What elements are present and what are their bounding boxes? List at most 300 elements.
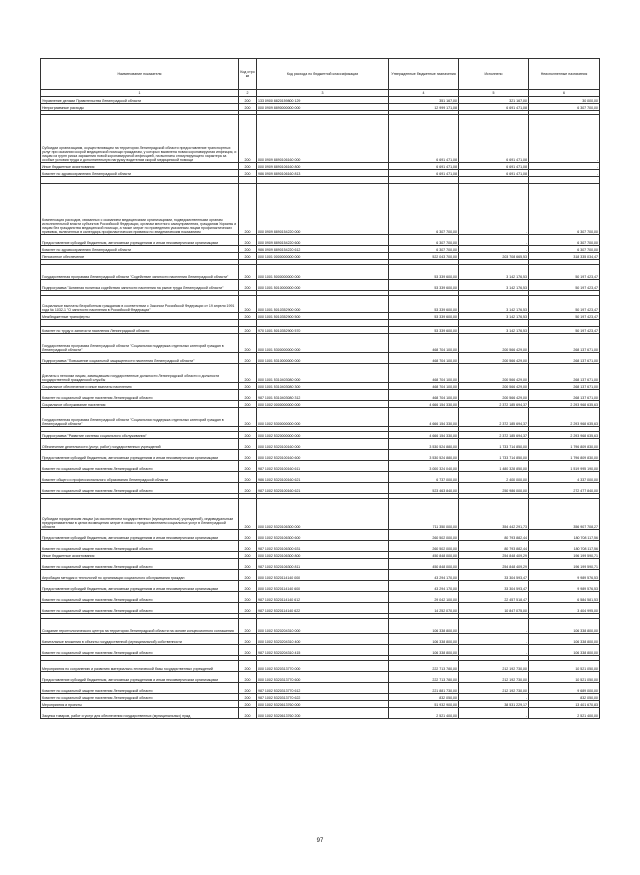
- row-approved-cell: 6 307 700,00: [389, 184, 459, 235]
- row-line-code-cell: 200: [239, 592, 257, 603]
- row-approved-cell: 43 294 170,00: [389, 581, 459, 592]
- table-row: [41, 265, 600, 280]
- row-line-code-cell: 200: [239, 661, 257, 672]
- row-line-code-cell: 200: [239, 97, 257, 104]
- row-classification-code-cell: 000 1002 5320204310 000: [257, 619, 389, 634]
- empty-cell: [257, 177, 389, 184]
- row-line-code-cell: 200: [239, 499, 257, 530]
- table-row: [41, 701, 600, 708]
- column-number: 5: [459, 90, 529, 97]
- row-approved-cell: 53 339 600,00: [389, 296, 459, 313]
- row-executed-cell: 1 733 714 850,00: [459, 439, 529, 450]
- spacer-row: [41, 177, 600, 184]
- row-approved-cell: 3 530 524 880,00: [389, 439, 459, 450]
- row-line-code-cell: 200: [239, 450, 257, 461]
- row-line-code-cell: 200: [239, 383, 257, 390]
- row-line-code-cell: 200: [239, 104, 257, 111]
- row-classification-code-cell: 133 0900 8820159800 129: [257, 97, 389, 104]
- row-unexecuted-cell: 106 338 800,00: [529, 619, 600, 634]
- row-classification-code-cell: 000 1002 5320313770 600: [257, 672, 389, 683]
- row-unexecuted-cell: 1 796 809 830,00: [529, 450, 600, 461]
- row-executed-cell: -: [459, 235, 529, 246]
- row-unexecuted-cell: 6 307 700,00: [529, 104, 600, 111]
- row-name-cell: Иные бюджетные ассигнования: [41, 163, 239, 170]
- row-name-cell: Комитет по социальной защите населения Ленинградской области: [41, 592, 239, 603]
- row-line-code-cell: 200: [239, 683, 257, 694]
- row-unexecuted-cell: 268 137 671,00: [529, 383, 600, 390]
- row-approved-cell: 14 252 070,00: [389, 603, 459, 614]
- row-name-cell: Апробация методик и технологий по организации социального обслуживания граждан: [41, 570, 239, 581]
- row-name-cell: Предоставление субсидий бюджетным, автономным учреждениям и иным некоммерческим организациям: [41, 450, 239, 461]
- table-row: [41, 432, 600, 439]
- row-name-cell: Мероприятия по сохранению и развитию материально-технической базы государственных учреждений: [41, 661, 239, 672]
- row-executed-cell: 212 192 730,00: [459, 672, 529, 683]
- row-classification-code-cell: 987 1002 5320106300 811: [257, 559, 389, 570]
- row-executed-cell: 212 192 730,00: [459, 661, 529, 672]
- empty-cell: [529, 177, 600, 184]
- row-classification-code-cell: 000 0909 8890154220 000: [257, 184, 389, 235]
- table-row: [41, 694, 600, 701]
- row-approved-cell: 468 704 100,00: [389, 364, 459, 383]
- table-row: [41, 390, 600, 401]
- row-name-cell: Обеспечение деятельности (услуг, работ) государственных учреждений: [41, 439, 239, 450]
- row-unexecuted-cell: 50 197 423,47: [529, 313, 600, 320]
- table-row: [41, 184, 600, 235]
- row-line-code-cell: 200: [239, 570, 257, 581]
- table-row: [41, 708, 600, 719]
- table-row: [41, 104, 600, 111]
- row-executed-cell: -: [459, 708, 529, 719]
- row-executed-cell: 200 566 429,00: [459, 390, 529, 401]
- row-name-cell: Государственная программа Ленинградской области "Социальная поддержка отдельных категорий граждан в Ленинградской области": [41, 334, 239, 353]
- row-name-cell: Предоставление субсидий бюджетным, автономным учреждениям и иным некоммерческим организациям: [41, 530, 239, 541]
- row-name-cell: Социальное обслуживание населения: [41, 401, 239, 408]
- row-approved-cell: 468 704 100,00: [389, 353, 459, 364]
- row-approved-cell: 6 737 000,00: [389, 472, 459, 483]
- row-line-code-cell: 200: [239, 603, 257, 614]
- row-line-code-cell: 200: [239, 552, 257, 559]
- row-unexecuted-cell: 180 708 117,56: [529, 541, 600, 552]
- empty-cell: [239, 177, 257, 184]
- row-executed-cell: 22 457 518,47: [459, 592, 529, 603]
- row-unexecuted-cell: 3 404 995,00: [529, 603, 600, 614]
- row-unexecuted-cell: 268 137 671,00: [529, 334, 600, 353]
- row-line-code-cell: 200: [239, 253, 257, 260]
- spacer-row: [41, 320, 600, 327]
- header-line-code: Код стро ки: [239, 59, 257, 90]
- row-name-cell: Комитет по социальной защите населения Ленинградской области: [41, 541, 239, 552]
- row-name-cell: Доплаты к пенсиям лицам, замещавшим государственные должности Ленинградской области и должности государственной гражданской службы: [41, 364, 239, 383]
- row-name-cell: Непрограммные расходы: [41, 104, 239, 111]
- row-approved-cell: 222 713 780,00: [389, 672, 459, 683]
- row-unexecuted-cell: 10 521 050,00: [529, 661, 600, 672]
- row-approved-cell: 3 530 524 880,00: [389, 450, 459, 461]
- row-name-cell: Подпрограмма "Повышение социальной защищенности населения Ленинградской области": [41, 353, 239, 364]
- row-approved-cell: 260 502 000,00: [389, 530, 459, 541]
- row-line-code-cell: 200: [239, 390, 257, 401]
- row-executed-cell: 2 372 185 694,37: [459, 408, 529, 427]
- empty-cell: [257, 320, 389, 327]
- row-approved-cell: 711 350 000,00: [389, 499, 459, 530]
- row-line-code-cell: 200: [239, 541, 257, 552]
- row-approved-cell: 6 691 471,08: [389, 170, 459, 177]
- row-executed-cell: 254 848 409,29: [459, 559, 529, 570]
- row-classification-code-cell: 987 1001 5310403080 312: [257, 390, 389, 401]
- row-executed-cell: 2 372 185 694,37: [459, 432, 529, 439]
- row-classification-code-cell: 000 1002 5320613760 200: [257, 708, 389, 719]
- row-line-code-cell: 200: [239, 184, 257, 235]
- row-line-code-cell: 200: [239, 163, 257, 170]
- empty-cell: [41, 320, 239, 327]
- table-row: [41, 499, 600, 530]
- row-line-code-cell: 200: [239, 280, 257, 291]
- row-unexecuted-cell: 30 000,00: [529, 97, 600, 104]
- row-line-code-cell: 200: [239, 461, 257, 472]
- row-approved-cell: 6 691 471,08: [389, 115, 459, 163]
- table-row: [41, 581, 600, 592]
- table-row: [41, 383, 600, 390]
- table-row: [41, 570, 600, 581]
- row-approved-cell: 450 848 000,00: [389, 559, 459, 570]
- table-row: [41, 364, 600, 383]
- row-approved-cell: 222 713 780,00: [389, 661, 459, 672]
- row-line-code-cell: 200: [239, 634, 257, 645]
- row-executed-cell: 6 691 471,08: [459, 104, 529, 111]
- empty-cell: [459, 177, 529, 184]
- header-indicator-name: Наименование показателя: [41, 59, 239, 90]
- row-classification-code-cell: 986 0909 8890106160 813: [257, 170, 389, 177]
- row-unexecuted-cell: 50 197 423,47: [529, 327, 600, 334]
- row-approved-cell: 2 521 400,00: [389, 708, 459, 719]
- row-line-code-cell: 200: [239, 170, 257, 177]
- row-name-cell: Мероприятия и проекты: [41, 701, 239, 708]
- empty-cell: [41, 177, 239, 184]
- row-line-code-cell: 200: [239, 246, 257, 253]
- row-line-code-cell: 200: [239, 645, 257, 656]
- row-name-cell: Комитет по социальной защите населения Ленинградской области: [41, 461, 239, 472]
- row-executed-cell: -: [459, 645, 529, 656]
- row-unexecuted-cell: 196 199 590,71: [529, 559, 600, 570]
- row-name-cell: Создание геронтологического центра на территории Ленинградской области на основе концессионного соглашения: [41, 619, 239, 634]
- empty-cell: [239, 320, 257, 327]
- row-approved-cell: 4 666 154 330,00: [389, 401, 459, 408]
- table-row: [41, 645, 600, 656]
- row-executed-cell: 33 304 593,47: [459, 570, 529, 581]
- row-line-code-cell: 200: [239, 296, 257, 313]
- table-row: [41, 353, 600, 364]
- row-unexecuted-cell: 268 137 671,00: [529, 390, 600, 401]
- row-classification-code-cell: 000 1002 0000000000 000: [257, 401, 389, 408]
- row-unexecuted-cell: 6 307 700,00: [529, 235, 600, 246]
- row-executed-cell: -: [459, 694, 529, 701]
- row-line-code-cell: 200: [239, 672, 257, 683]
- row-unexecuted-cell: 356 907 708,27: [529, 499, 600, 530]
- row-unexecuted-cell: 196 199 590,71: [529, 552, 600, 559]
- row-approved-cell: 53 339 600,00: [389, 313, 459, 320]
- row-name-cell: Предоставление субсидий бюджетным, автономным учреждениям и иным некоммерческим организациям: [41, 672, 239, 683]
- table-row: [41, 280, 600, 291]
- row-name-cell: Комитет по социальной защите населения Ленинградской области: [41, 694, 239, 701]
- header-unexecuted: Неисполненные назначения: [529, 59, 600, 90]
- row-classification-code-cell: 000 1002 5320100160 000: [257, 439, 389, 450]
- row-name-cell: Государственная программа Ленинградской области "Социальная поддержка отдельных категорий граждан в Ленинградской области": [41, 408, 239, 427]
- row-executed-cell: 1 733 714 850,00: [459, 450, 529, 461]
- row-classification-code-cell: 000 1001 5000000000 000: [257, 265, 389, 280]
- row-line-code-cell: 200: [239, 472, 257, 483]
- row-line-code-cell: 200: [239, 235, 257, 246]
- row-name-cell: Предоставление субсидий бюджетным, автономным учреждениям и иным некоммерческим организациям: [41, 581, 239, 592]
- row-name-cell: Комитет по социальной защите населения Ленинградской области: [41, 645, 239, 656]
- row-classification-code-cell: 000 1002 5320100160 600: [257, 450, 389, 461]
- table-row: [41, 483, 600, 494]
- table-row: [41, 552, 600, 559]
- row-name-cell: Иные бюджетные ассигнования: [41, 552, 239, 559]
- row-executed-cell: 6 691 471,08: [459, 163, 529, 170]
- row-executed-cell: 3 142 176,53: [459, 313, 529, 320]
- row-name-cell: Комитет общего и профессионального образования Ленинградской области: [41, 472, 239, 483]
- row-executed-cell: 3 142 176,53: [459, 327, 529, 334]
- table-row: [41, 401, 600, 408]
- row-name-cell: Подпрограмма "Активная политика содействия занятости населения на рынке труда Ленинградской области": [41, 280, 239, 291]
- row-classification-code-cell: 000 1001 5010000000 000: [257, 280, 389, 291]
- row-line-code-cell: 200: [239, 401, 257, 408]
- row-line-code-cell: 200: [239, 115, 257, 163]
- row-unexecuted-cell: 106 338 800,00: [529, 634, 600, 645]
- row-name-cell: Комитет по социальной защите населения Ленинградской области: [41, 390, 239, 401]
- row-approved-cell: 53 339 600,00: [389, 265, 459, 280]
- row-classification-code-cell: 000 1001 5310000000 000: [257, 353, 389, 364]
- row-approved-cell: 468 704 100,00: [389, 383, 459, 390]
- row-classification-code-cell: 000 1002 5320106300 800: [257, 552, 389, 559]
- row-name-cell: Социальное обеспечение и иные выплаты населению: [41, 383, 239, 390]
- row-approved-cell: 351 167,00: [389, 97, 459, 104]
- row-line-code-cell: 200: [239, 708, 257, 719]
- row-approved-cell: 43 294 170,00: [389, 570, 459, 581]
- row-executed-cell: -: [459, 184, 529, 235]
- row-name-cell: Управление делами Правительства Ленинградской области: [41, 97, 239, 104]
- row-approved-cell: 106 338 800,00: [389, 645, 459, 656]
- table-row: [41, 472, 600, 483]
- row-unexecuted-cell: 2 293 968 635,63: [529, 401, 600, 408]
- table-row: [41, 619, 600, 634]
- row-name-cell: Комитет по социальной защите населения Ленинградской области: [41, 603, 239, 614]
- row-classification-code-cell: 987 1002 5320106300 631: [257, 541, 389, 552]
- row-executed-cell: 200 566 429,00: [459, 353, 529, 364]
- table-row: [41, 559, 600, 570]
- header-classification-code: Код расхода по бюджетной классификации: [257, 59, 389, 90]
- row-classification-code-cell: 000 0909 8890106160 800: [257, 163, 389, 170]
- row-executed-cell: 3 142 176,53: [459, 265, 529, 280]
- row-classification-code-cell: 000 1002 5320000000 000: [257, 432, 389, 439]
- row-executed-cell: 80 793 882,44: [459, 530, 529, 541]
- row-unexecuted-cell: 50 197 423,47: [529, 296, 600, 313]
- table-row: [41, 327, 600, 334]
- table-row: [41, 683, 600, 694]
- row-approved-cell: 4 666 154 330,00: [389, 408, 459, 427]
- row-executed-cell: 2 372 185 694,37: [459, 401, 529, 408]
- row-classification-code-cell: 000 1001 5310403080 300: [257, 383, 389, 390]
- row-classification-code-cell: 000 1002 5320613760 000: [257, 701, 389, 708]
- row-executed-cell: 38 531 229,17: [459, 701, 529, 708]
- table-row: [41, 334, 600, 353]
- row-unexecuted-cell: 9 989 576,53: [529, 570, 600, 581]
- row-executed-cell: 254 848 409,29: [459, 552, 529, 559]
- row-approved-cell: 6 307 700,00: [389, 246, 459, 253]
- row-unexecuted-cell: 1 519 995 190,00: [529, 461, 600, 472]
- table-row: [41, 634, 600, 645]
- row-unexecuted-cell: 50 197 423,47: [529, 265, 600, 280]
- table-row: [41, 408, 600, 427]
- row-approved-cell: 53 339 600,00: [389, 327, 459, 334]
- row-approved-cell: 12 999 171,08: [389, 104, 459, 111]
- row-classification-code-cell: 000 1002 5320114140 600: [257, 581, 389, 592]
- row-classification-code-cell: 000 1002 5320313770 000: [257, 661, 389, 672]
- row-executed-cell: 3 142 176,53: [459, 280, 529, 291]
- row-line-code-cell: 200: [239, 313, 257, 320]
- row-approved-cell: 468 704 100,00: [389, 390, 459, 401]
- row-executed-cell: 250 986 000,00: [459, 483, 529, 494]
- row-unexecuted-cell: 6 584 581,53: [529, 592, 600, 603]
- table-row: [41, 163, 600, 170]
- row-executed-cell: 321 167,00: [459, 97, 529, 104]
- empty-cell: [529, 320, 600, 327]
- table-body: [41, 97, 600, 719]
- row-executed-cell: 6 691 471,08: [459, 115, 529, 163]
- row-name-cell: Комитет по социальной защите населения Ленинградской области: [41, 683, 239, 694]
- row-classification-code-cell: 000 1001 5310403080 000: [257, 364, 389, 383]
- row-approved-cell: 523 463 840,00: [389, 483, 459, 494]
- table-row: [41, 661, 600, 672]
- row-classification-code-cell: 000 1002 5320106300 000: [257, 499, 389, 530]
- row-line-code-cell: 200: [239, 701, 257, 708]
- table-row: [41, 461, 600, 472]
- row-name-cell: Капитальные вложения в объекты государственной (муниципальной) собственности: [41, 634, 239, 645]
- table-row: [41, 235, 600, 246]
- row-name-cell: Социальные выплаты безработным гражданам в соответствии с Законом Российской Федерации от 19 апреля 1991 года № 1032-1 "О занятости населения в Российской Федерации": [41, 296, 239, 313]
- empty-cell: [389, 177, 459, 184]
- row-classification-code-cell: 000 1002 5320204310 400: [257, 634, 389, 645]
- row-approved-cell: 29 042 100,00: [389, 592, 459, 603]
- table-row: [41, 170, 600, 177]
- row-unexecuted-cell: 106 338 800,00: [529, 645, 600, 656]
- row-executed-cell: 354 442 291,73: [459, 499, 529, 530]
- row-classification-code-cell: 987 1002 5320100160 611: [257, 461, 389, 472]
- row-executed-cell: 1 480 328 850,00: [459, 461, 529, 472]
- row-classification-code-cell: 987 1002 5320313770 612: [257, 683, 389, 694]
- row-unexecuted-cell: 9 989 576,53: [529, 581, 600, 592]
- row-unexecuted-cell: 9 689 000,00: [529, 683, 600, 694]
- row-unexecuted-cell: 272 477 840,00: [529, 483, 600, 494]
- row-classification-code-cell: 987 1002 5320100160 621: [257, 483, 389, 494]
- row-unexecuted-cell: -: [529, 115, 600, 163]
- row-unexecuted-cell: 2 293 968 635,63: [529, 432, 600, 439]
- row-executed-cell: -: [459, 634, 529, 645]
- row-approved-cell: 3 000 324 040,00: [389, 461, 459, 472]
- row-unexecuted-cell: 6 307 700,00: [529, 184, 600, 235]
- row-unexecuted-cell: 6 307 700,00: [529, 246, 600, 253]
- row-classification-code-cell: 000 1002 5320106300 600: [257, 530, 389, 541]
- row-line-code-cell: 200: [239, 364, 257, 383]
- table-header-row: [41, 59, 600, 90]
- table-row: [41, 97, 600, 104]
- row-classification-code-cell: 000 0909 8890106160 000: [257, 115, 389, 163]
- row-classification-code-cell: 000 1001 5010352900 000: [257, 296, 389, 313]
- row-approved-cell: 468 704 100,00: [389, 334, 459, 353]
- row-classification-code-cell: 987 1002 5320204310 415: [257, 645, 389, 656]
- empty-cell: [459, 320, 529, 327]
- row-unexecuted-cell: 13 401 670,83: [529, 701, 600, 708]
- row-unexecuted-cell: 4 337 000,00: [529, 472, 600, 483]
- row-line-code-cell: 200: [239, 353, 257, 364]
- table-row: [41, 530, 600, 541]
- row-approved-cell: 6 691 471,08: [389, 163, 459, 170]
- row-approved-cell: 522 043 700,00: [389, 253, 459, 260]
- row-name-cell: Пенсионное обеспечение: [41, 253, 239, 260]
- row-approved-cell: 832 050,00: [389, 694, 459, 701]
- row-unexecuted-cell: 832 050,00: [529, 694, 600, 701]
- row-classification-code-cell: 986 0909 8890154220 612: [257, 246, 389, 253]
- row-classification-code-cell: 987 1002 5320114140 622: [257, 603, 389, 614]
- row-executed-cell: -: [459, 246, 529, 253]
- row-unexecuted-cell: 180 708 117,56: [529, 530, 600, 541]
- row-executed-cell: 3 142 176,53: [459, 296, 529, 313]
- row-line-code-cell: 200: [239, 432, 257, 439]
- row-approved-cell: 221 881 730,00: [389, 683, 459, 694]
- row-approved-cell: 6 307 700,00: [389, 235, 459, 246]
- row-unexecuted-cell: 2 521 400,00: [529, 708, 600, 719]
- table-row: [41, 115, 600, 163]
- row-line-code-cell: 200: [239, 694, 257, 701]
- row-name-cell: Комитет по социальной защите населения Ленинградской области: [41, 559, 239, 570]
- row-unexecuted-cell: 318 335 034,47: [529, 253, 600, 260]
- row-executed-cell: 6 691 471,08: [459, 170, 529, 177]
- row-classification-code-cell: 000 1001 5010352900 500: [257, 313, 389, 320]
- row-name-cell: Закупка товаров, работ и услуг для обеспечения государственных (муниципальных) нужд: [41, 708, 239, 719]
- row-approved-cell: 53 339 600,00: [389, 280, 459, 291]
- row-name-cell: Государственная программа Ленинградской области "Содействие занятости населения Ленинградской области": [41, 265, 239, 280]
- row-executed-cell: 200 566 429,00: [459, 383, 529, 390]
- row-executed-cell: 33 304 593,47: [459, 581, 529, 592]
- column-number: 2: [239, 90, 257, 97]
- column-number: 3: [257, 90, 389, 97]
- table-row: [41, 439, 600, 450]
- row-classification-code-cell: 000 1001 0000000000 000: [257, 253, 389, 260]
- row-name-cell: Компенсация расходов, связанных с оказанием медицинскими организациями, подведомственными органам исполнительной власти субъектов Российской Федерации, органам местного самоуправления, гражданам Украины и лицам без гражданства медицинской помощи, а также затрат по проведению указанным лицам профилактических прививок, включенных в календарь профилактических прививок по эпидемическим показаниям: [41, 184, 239, 235]
- row-line-code-cell: 200: [239, 334, 257, 353]
- page-number: 97: [316, 838, 324, 844]
- table-row: [41, 672, 600, 683]
- row-line-code-cell: 200: [239, 530, 257, 541]
- row-unexecuted-cell: 1 796 809 830,00: [529, 439, 600, 450]
- row-line-code-cell: 200: [239, 483, 257, 494]
- row-line-code-cell: 200: [239, 559, 257, 570]
- table-row: [41, 450, 600, 461]
- row-approved-cell: 106 338 800,00: [389, 619, 459, 634]
- row-unexecuted-cell: -: [529, 170, 600, 177]
- row-line-code-cell: 200: [239, 439, 257, 450]
- row-approved-cell: 4 666 154 330,00: [389, 432, 459, 439]
- table-row: [41, 246, 600, 253]
- row-executed-cell: 2 400 000,00: [459, 472, 529, 483]
- row-approved-cell: 106 338 800,00: [389, 634, 459, 645]
- row-line-code-cell: 200: [239, 408, 257, 427]
- row-unexecuted-cell: 268 137 671,00: [529, 353, 600, 364]
- row-approved-cell: 450 848 000,00: [389, 552, 459, 559]
- table-row: [41, 603, 600, 614]
- row-classification-code-cell: 000 1002 5320114140 000: [257, 570, 389, 581]
- row-executed-cell: 200 566 429,00: [459, 364, 529, 383]
- row-executed-cell: 80 793 882,44: [459, 541, 529, 552]
